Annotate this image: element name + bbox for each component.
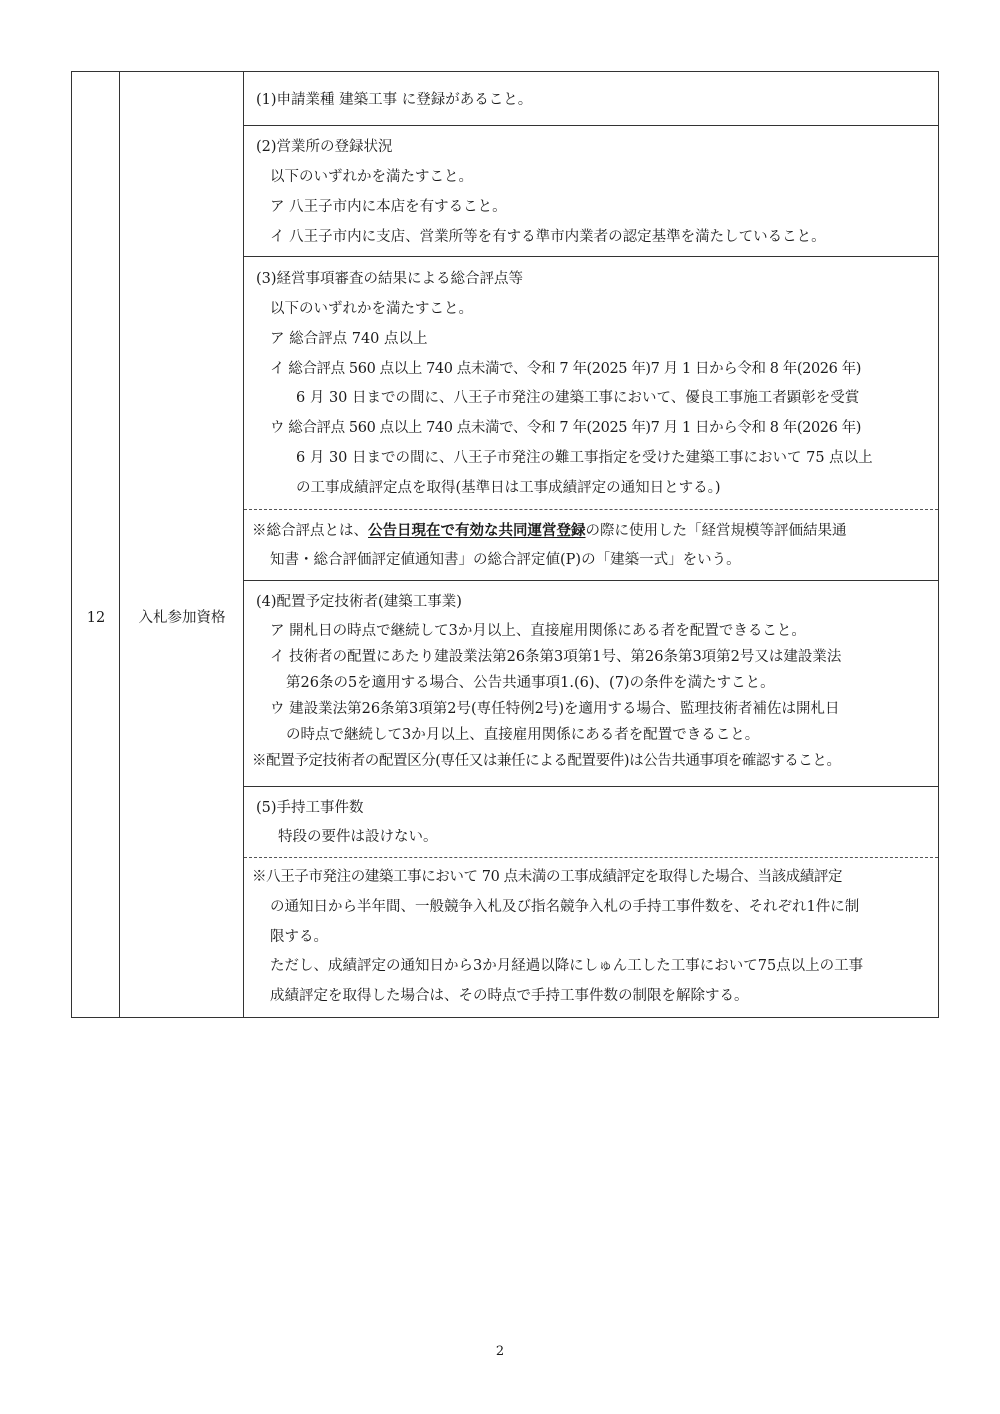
option-a: ア 開札日の時点で継続して3か月以上、直接雇用関係にある者を配置できること。 — [270, 623, 806, 639]
section-heading: (1)申請業種 建築工事 に登録があること。 — [256, 92, 533, 108]
note-line4: ただし、成績評定の通知日から3か月経過以降にしゅん工した工事において75点以上の工事 — [270, 958, 864, 974]
page-number: 2 — [495, 1344, 505, 1359]
section-intro: 以下のいずれかを満たすこと。 — [270, 301, 473, 317]
section-assigned-engineer — [244, 580, 938, 786]
note-line1: ※八王子市発注の建築工事において 70 点未満の工事成績評定を取得した場合、当該成績評定 — [252, 869, 843, 885]
option-a: ア 総合評点 740 点以上 — [270, 331, 428, 347]
note-line2: 知書・総合評価評定値通知書」の総合評定値(P)の「建築一式」をいう。 — [270, 552, 741, 568]
option-u-line1: ウ 建設業法第26条第3項第2号(専任特例2号)を適用する場合、監理技術者補佐は開札日 — [270, 701, 840, 717]
item-number-column — [72, 72, 120, 1017]
section-body: 特段の要件は設けない。 — [278, 829, 438, 845]
section-heading: (3)経営事項審査の結果による総合評点等 — [256, 271, 524, 287]
requirements-table — [71, 71, 939, 1018]
section-heading: (4)配置予定技術者(建築工事業) — [256, 594, 462, 610]
section-application-category — [244, 72, 938, 125]
item-content — [244, 72, 938, 1017]
note-performance-rating — [244, 857, 938, 1019]
note-line3: 限する。 — [270, 929, 328, 945]
option-u-line2: 6 月 30 日までの間に、八王子市発注の難工事指定を受けた建築工事において 75 点以上 — [296, 450, 873, 466]
section-ongoing-works — [244, 786, 938, 857]
note-line5: 成績評定を取得した場合は、その時点で手持工事件数の制限を解除する。 — [270, 988, 749, 1004]
item-label: 入札参加資格 — [138, 610, 226, 626]
option-i-line2: 6 月 30 日までの間に、八王子市発注の建築工事において、優良工事施工者顕彰を受賞 — [296, 390, 860, 406]
section-heading: (2)営業所の登録状況 — [256, 139, 393, 155]
note-text: ※総合評点とは、 — [252, 523, 368, 539]
option-u-line2: の時点で継続して3か月以上、直接雇用関係にある者を配置できること。 — [286, 727, 760, 743]
section-intro: 以下のいずれかを満たすこと。 — [270, 169, 473, 185]
option-u-line3: の工事成績評定点を取得(基準日は工事成績評定の通知日とする。) — [296, 480, 721, 496]
option-i-line1: イ 技術者の配置にあたり建設業法第26条第3項第1号、第26条第3項第2号又は建設業法 — [270, 649, 842, 665]
option-a: ア 八王子市内に本店を有すること。 — [270, 199, 507, 215]
note-emphasis: 公告日現在で有効な共同運営登録 — [368, 522, 586, 539]
option-i: イ 八王子市内に支店、営業所等を有する準市内業者の認定基準を満たしていること。 — [270, 229, 826, 245]
option-i-line1: イ 総合評点 560 点以上 740 点未満で、令和 7 年(2025 年)7 月 1 日から令和 8 年(2026 年) — [270, 361, 862, 377]
section-business-evaluation — [244, 256, 938, 509]
option-u-line1: ウ 総合評点 560 点以上 740 点未満で、令和 7 年(2025 年)7 月 1 日から令和 8 年(2026 年) — [270, 420, 862, 436]
item-number: 12 — [86, 610, 106, 626]
option-i-line2: 第26条の5を適用する場合、公告共通事項1.(6)、(7)の条件を満たすこと。 — [286, 675, 775, 691]
section-office-registration — [244, 125, 938, 256]
item-label-column — [120, 72, 244, 1017]
note-line2: の通知日から半年間、一般競争入札及び指名競争入札の手持工事件数を、それぞれ1件に制 — [270, 899, 860, 915]
note-total-score — [244, 509, 938, 580]
note-line1 — [252, 521, 847, 541]
section-heading: (5)手持工事件数 — [256, 800, 364, 816]
section-note: ※配置予定技術者の配置区分(専任又は兼任による配置要件)は公告共通事項を確認すること。 — [252, 753, 841, 769]
note-text: の際に使用した「経営規模等評価結果通 — [585, 523, 847, 539]
